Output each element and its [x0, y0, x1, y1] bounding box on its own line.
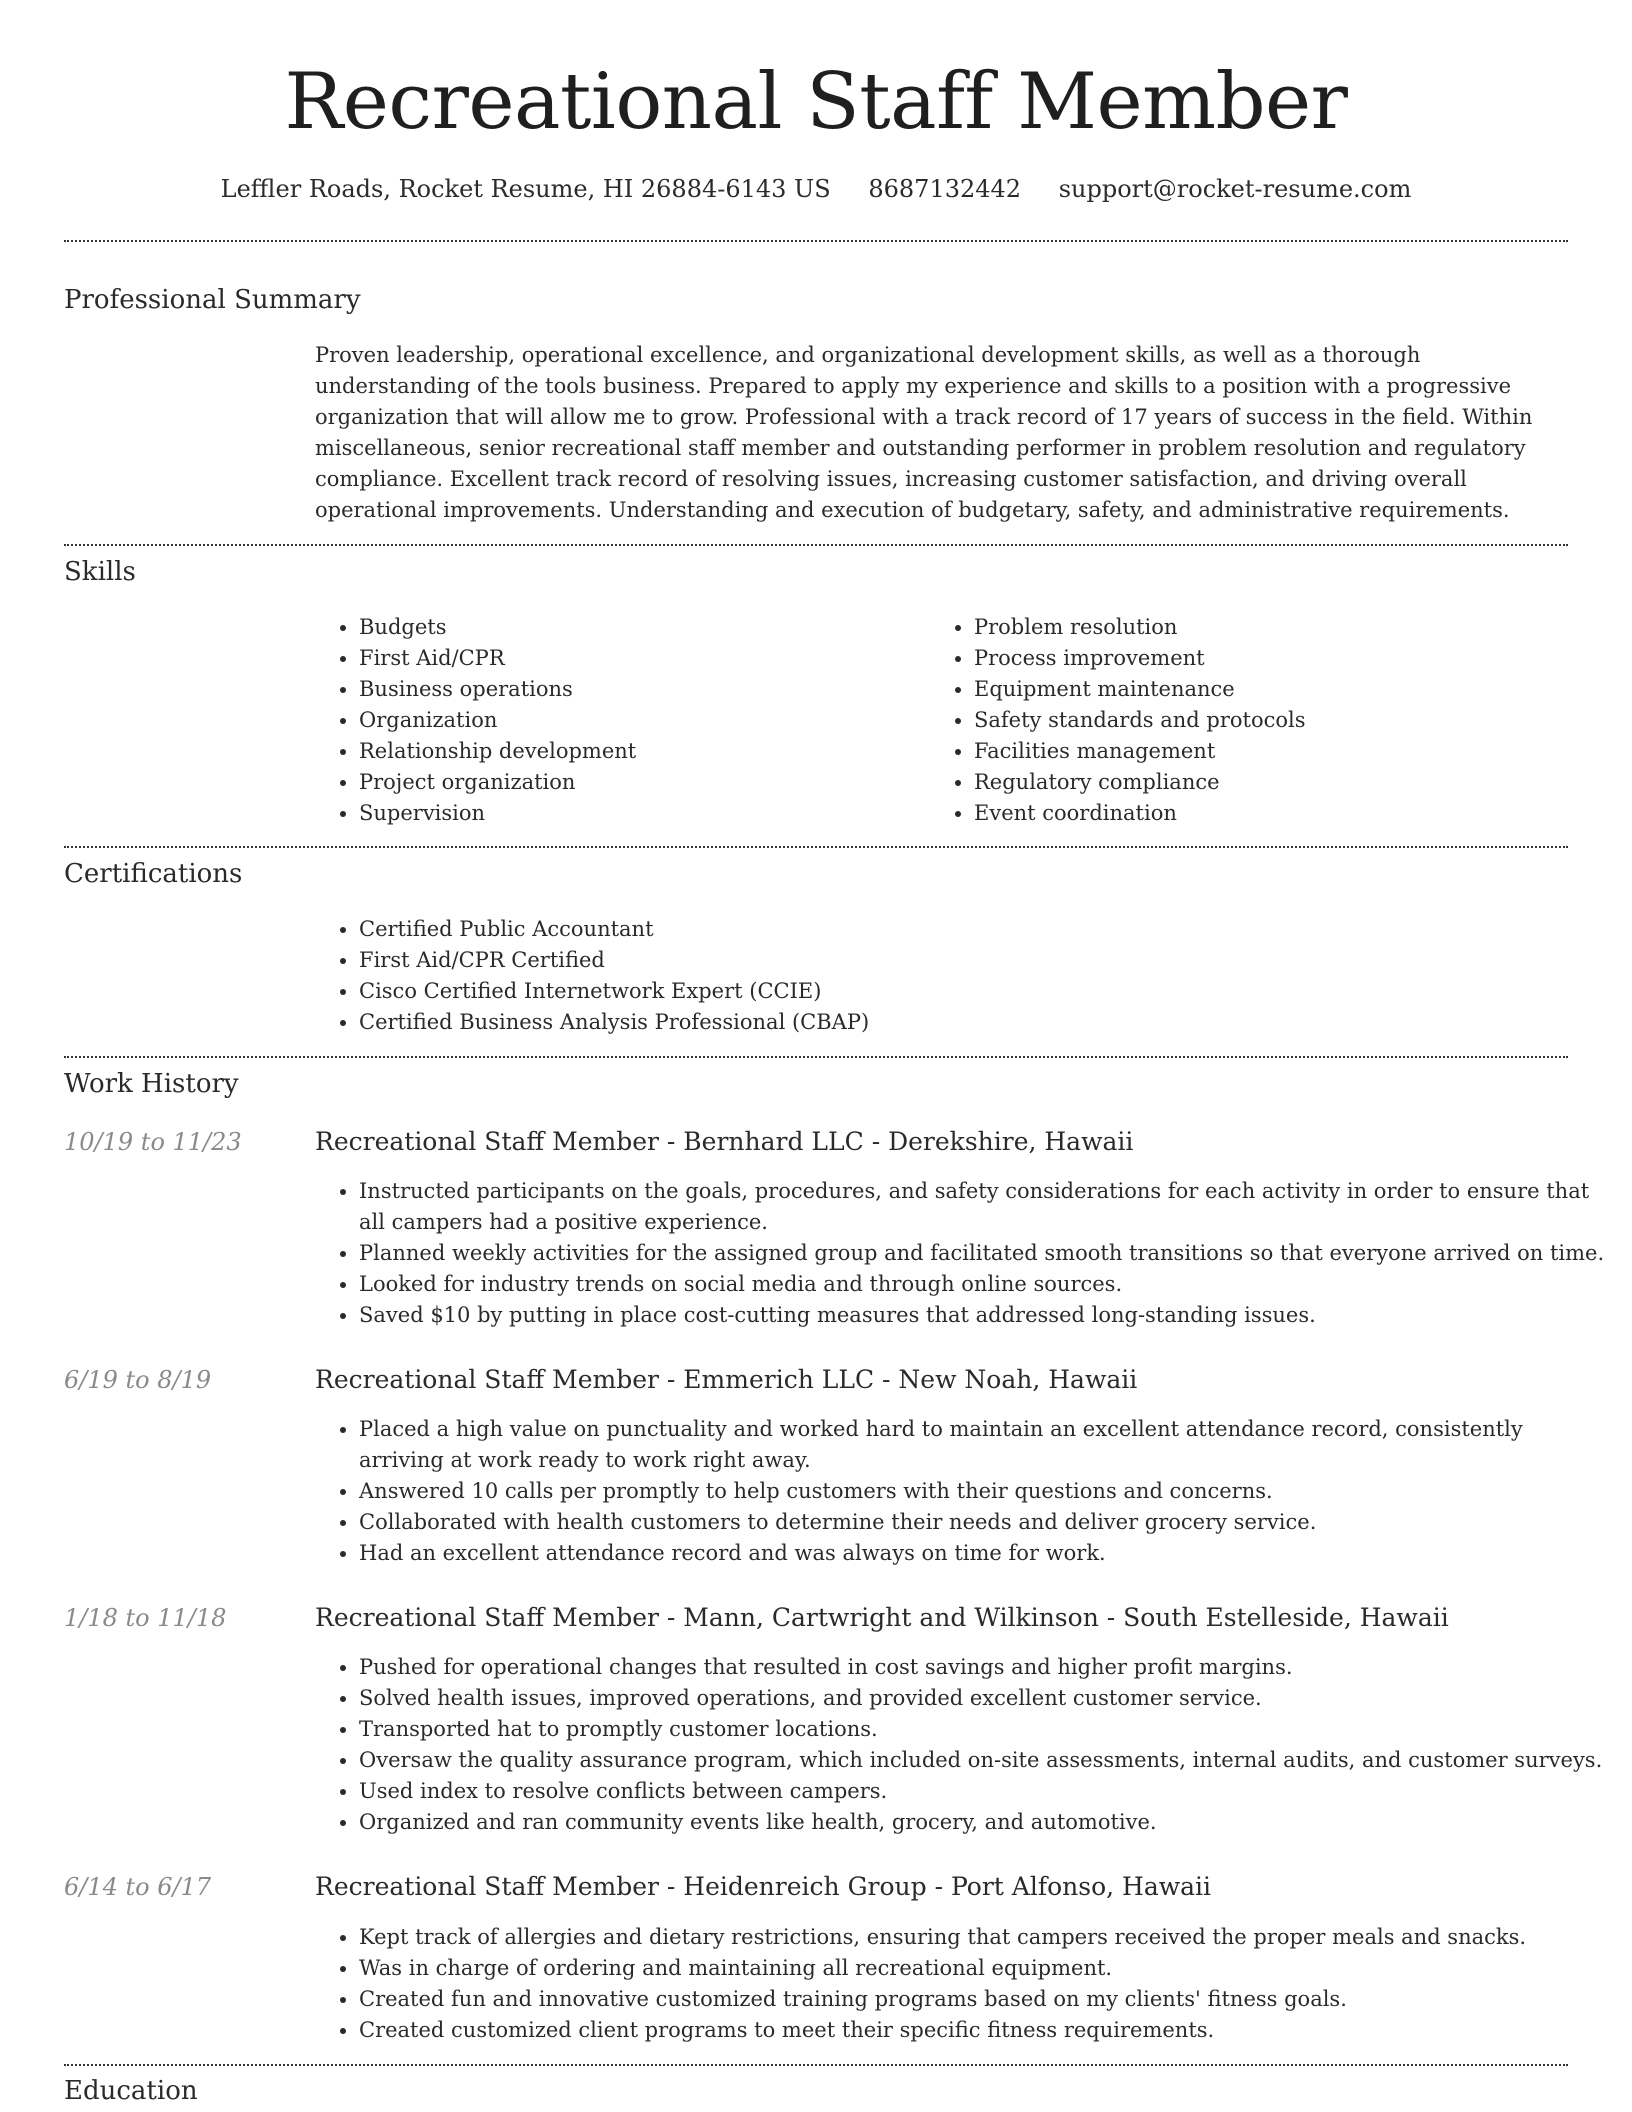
job-dates: 1/18 to 11/18 [64, 1604, 227, 1632]
job-bullet: • Created fun and innovative customized training programs based on my clients' fitness goals. [359, 1984, 1611, 2015]
job-bullet: • Saved $10 by putting in place cost-cutting measures that addressed long-standing issues. [359, 1300, 1611, 1331]
job-bullet: • Planned weekly activities for the assigned group and facilitated smooth transitions so that everyone arrived on time. [359, 1238, 1611, 1269]
skill-item: • Relationship development [359, 736, 919, 767]
contact-phone: 8687132442 [868, 175, 1022, 203]
skills-list-left [315, 612, 919, 829]
section-title-skills: Skills [64, 557, 136, 587]
certifications-list [315, 914, 1559, 1038]
job-bullet: • Transported hat to promptly customer locations. [359, 1714, 1611, 1745]
section-title-certifications: Certifications [64, 859, 243, 889]
skill-item: • Facilities management [974, 736, 1574, 767]
skills-list-right [930, 612, 1574, 829]
job-dates: 10/19 to 11/23 [64, 1128, 242, 1156]
skill-item: • Event coordination [974, 798, 1574, 829]
job-bullet: • Used index to resolve conflicts between campers. [359, 1776, 1611, 1807]
job-bullet: • Organized and ran community events like health, grocery, and automotive. [359, 1807, 1611, 1838]
job-bullet: • Answered 10 calls per promptly to help customers with their questions and concerns. [359, 1476, 1611, 1507]
contact-email: support@rocket-resume.com [1058, 175, 1412, 203]
section-title-work-history: Work History [64, 1069, 239, 1099]
job-bullet: • Created customized client programs to meet their specific fitness requirements. [359, 2015, 1611, 2046]
job-bullet: • Oversaw the quality assurance program, which included on-site assessments, internal audits, and customer surveys. [359, 1745, 1611, 1776]
job-bullets [315, 1922, 1611, 2046]
skill-item: • Process improvement [974, 643, 1574, 674]
job-heading: Recreational Staff Member - Emmerich LLC - New Noah, Hawaii [315, 1365, 1138, 1394]
divider [64, 544, 1568, 546]
skill-item: • Equipment maintenance [974, 674, 1574, 705]
job-bullet: • Looked for industry trends on social media and through online sources. [359, 1269, 1611, 1300]
job-bullet: • Placed a high value on punctuality and worked hard to maintain an excellent attendance record, consistently arriving at work ready to work right away. [359, 1414, 1611, 1476]
skill-item: • Regulatory compliance [974, 767, 1574, 798]
certification-item: • Certified Public Accountant [359, 914, 1559, 945]
job-dates: 6/14 to 6/17 [64, 1873, 212, 1901]
section-title-education: Education [64, 2076, 198, 2106]
job-bullet: • Instructed participants on the goals, procedures, and safety considerations for each activity in order to ensure that all campers had a positive experience. [359, 1176, 1611, 1238]
divider [64, 2064, 1568, 2066]
job-heading: Recreational Staff Member - Bernhard LLC - Derekshire, Hawaii [315, 1127, 1134, 1156]
contact-line [0, 172, 1632, 206]
job-bullet: • Pushed for operational changes that resulted in cost savings and higher profit margins. [359, 1652, 1611, 1683]
job-bullet: • Solved health issues, improved operations, and provided excellent customer service. [359, 1683, 1611, 1714]
skill-item: • Problem resolution [974, 612, 1574, 643]
job-heading: Recreational Staff Member - Mann, Cartwright and Wilkinson - South Estelleside, Hawaii [315, 1603, 1449, 1632]
skill-item: • Project organization [359, 767, 919, 798]
candidate-name: Recreational Staff Member [284, 57, 1348, 147]
skill-item: • Supervision [359, 798, 919, 829]
job-bullet: • Kept track of allergies and dietary restrictions, ensuring that campers received the proper meals and snacks. [359, 1922, 1611, 1953]
job-heading: Recreational Staff Member - Heidenreich Group - Port Alfonso, Hawaii [315, 1872, 1212, 1901]
job-dates: 6/19 to 8/19 [64, 1366, 212, 1394]
section-title-summary: Professional Summary [64, 285, 361, 315]
skill-item: • Budgets [359, 612, 919, 643]
job-bullets [315, 1414, 1611, 1569]
divider [64, 1056, 1568, 1058]
certification-item: • Cisco Certified Internetwork Expert (CCIE) [359, 976, 1559, 1007]
skill-item: • Business operations [359, 674, 919, 705]
job-bullets [315, 1652, 1611, 1838]
certification-item: • Certified Business Analysis Professional (CBAP) [359, 1007, 1559, 1038]
divider [64, 846, 1568, 848]
summary-text: Proven leadership, operational excellence, and organizational development skills, as well as a thorough understanding of the tools business. Prepared to apply my experience and skills to a position with a progressive organization that will allow me to grow. Professional with a track record of 17 years of success in the field. Within miscellaneous, senior recreational staff member and outstanding performer in problem resolution and regulatory compliance. Excellent track record of resolving issues, increasing customer satisfaction, and driving overall operational improvements. Understanding and execution of budgetary, safety, and administrative requirements. [315, 343, 1533, 522]
job-bullet: • Had an excellent attendance record and was always on time for work. [359, 1538, 1611, 1569]
skill-item: • Safety standards and protocols [974, 705, 1574, 736]
skill-item: • First Aid/CPR [359, 643, 919, 674]
skill-item: • Organization [359, 705, 919, 736]
job-bullet: • Collaborated with health customers to determine their needs and deliver grocery service. [359, 1507, 1611, 1538]
certification-item: • First Aid/CPR Certified [359, 945, 1559, 976]
contact-address: Leffler Roads, Rocket Resume, HI 26884-6143 US [220, 175, 831, 203]
job-bullet: • Was in charge of ordering and maintaining all recreational equipment. [359, 1953, 1611, 1984]
job-bullets [315, 1176, 1611, 1331]
divider [64, 240, 1568, 242]
